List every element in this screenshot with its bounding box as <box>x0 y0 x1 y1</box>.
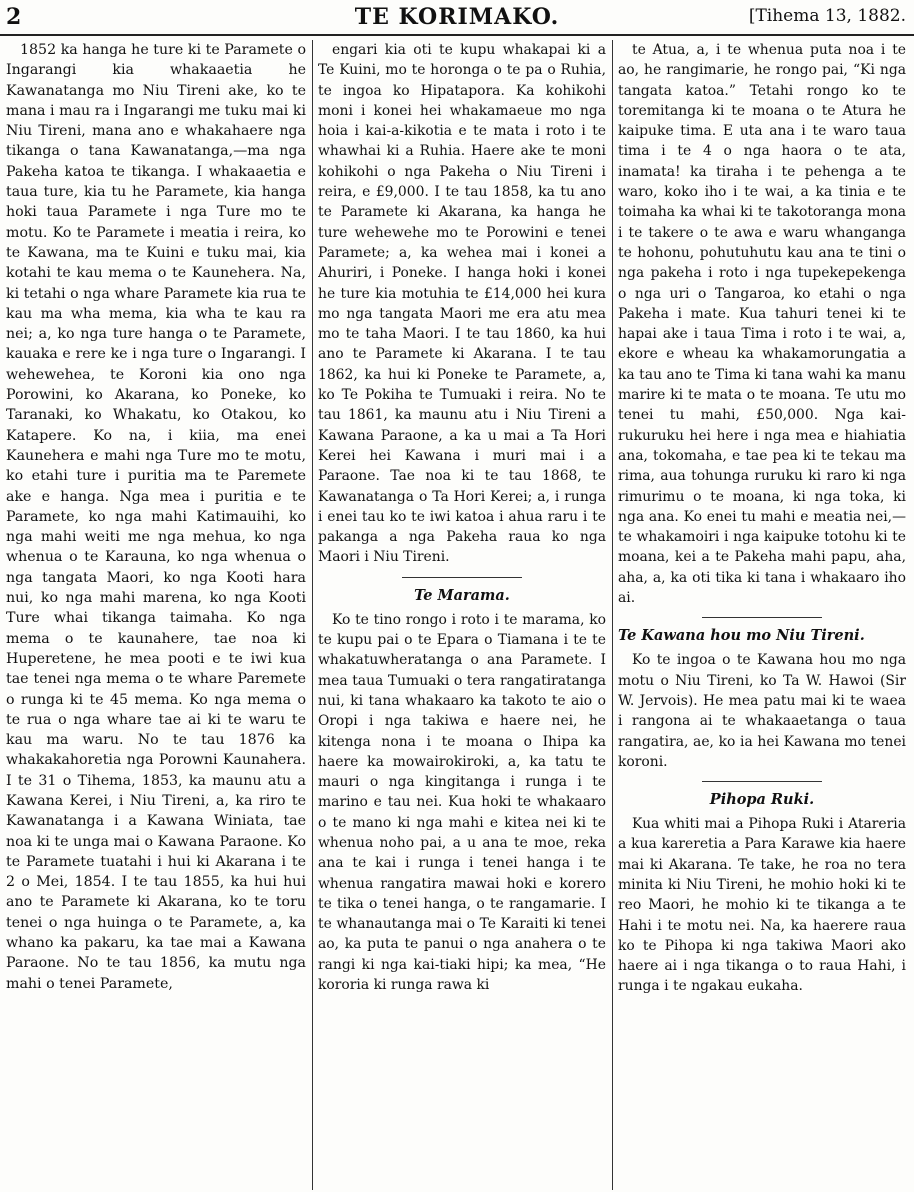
masthead <box>0 0 914 36</box>
article-body-te-marama-continued: te Atua, a, i te whenua puta noa i te ao, he rangimarie, he rongo pai, “Ki nga tangata katoa.” Tetahi rongo ko te toremitanga ki te moana o te Atura he kaipuke tima. E uta ana i te waro taua tima i te 4 o nga haora o te ata, inamata! ka tiraha i te pehenga a te waro, koko iho i te wai, a ka tinia e te toimaha ka whai ki te takotoranga mona i te takere o te awa e waru whanganga te hohonu, pohutuhutu kau ana te tini o nga pakeha i roto i nga tupekepekenga o nga uri o Tangaroa, ko etahi o nga Pakeha i mate. Kua tahuri tenei ki te hapai ake i taua Tima i roto i te wai, a, ekore e wheau ka whakamorungatia a ka tau ano te Tima ki tana wahi ka manu marire ki te mata o te moana. Te utu mo tenei tu mahi, £50,000. Nga kai-rukuruku hei here i nga mea e hiahiatia ana, tokomaha, e tae pea ki te tekau ma rima, aua tohunga ruruku ki raro ki nga rimurimu o te moana, ki nga toka, ki nga ana. Ko enei tu mahi e meatia nei,—te whakamoiri i nga kaipuke totohu ki te moana, kei a te Pakeha mahi papu, aha, aha, a, ka oti tika ki tana i whakaaro iho ai. <box>618 42 906 607</box>
article-body-pihopa-ruki: Kua whiti mai a Pihopa Ruki i Atareria a kua kareretia a Para Karawe kia haere mai ki Akarana. Te take, he roa no tera minita ki Niu Tireni, he mohio hoki ki te reo Maori, he mohio ki te tikanga a te Hahi i te motu nei. Na, ka haerere raua ko te Pihopa ki nga takiwa Maori ako haere ai i nga tikanga o to raua Hahi, i runga i te ngakau eukaha. <box>618 816 906 995</box>
column-2 <box>318 40 606 1192</box>
column-1 <box>6 40 306 1192</box>
newspaper-title: TE KORIMAKO. <box>354 4 560 30</box>
article-body-parliament: 1852 ka hanga he ture ki te Paramete o Ingarangi kia whakaaetia he Kawanatanga mo Niu Tireni ake, ko te mana i mau ra i Ingarangi me tuku mai ki Niu Tireni, mana ano e whakahaere nga tikanga o tana Kawanatanga,—ma nga Pakeha katoa te tikanga. I whakaaetia e taua ture, kia tu he Paramete, kia hanga hoki taua Paramete i nga Ture mo te motu. Ko te Paramete i meatia i reira, ko te Kawana, ma te Kuini e tuku mai, kia kotahi te kau mema o te Kaunehera. Na, ki tetahi o nga whare Paramete kia rua te kau ma wha mema, kia wha te kau ra nei; a, ko nga ture hanga o te Paramete, kauaka e rere ke i nga ture o Ingarangi. I wehewehea, te Koroni kia ono nga Porowini, ko Akarana, ko Poneke, ko Taranaki, ko Whakatu, ko Otakou, ko Katapere. Ko na, i kiia, ma enei Kaunehera e mahi nga Ture mo te motu, ko etahi ture i puritia ma te Paremete ake e hanga. Nga mea i puritia e te Paramete, ko nga mahi Katimauihi, ko nga mahi weiti me nga mehua, ko nga whenua o te Karauna, ko nga whenua o nga tangata Maori, ko nga Kooti hara nui, ko nga mahi marena, ko nga Kooti Ture whai tikanga taimaha. Ko nga mema o te kaunahere, tae noa ki Huperetene, he mea pooti e te iwi kua tae tenei nga mema o te whare Paremete o runga ki te 45 mema. Ko nga mema o te rua o nga whare tae ai ki te waru te kau ma waru. No te tau 1876 ka whakakahoretia nga Porowni Kaunahera. I te 31 o Tihema, 1853, ka maunu atu a Kawana Kerei, i Niu Tireni, a, ka riro te Kawanatanga i a Kawana Winiata, tae noa ki te unga mai o Kawana Paraone. Ko te Paramete tuatahi i hui ki Akarana i te 2 o Mei, 1854. I te tau 1855, ka hui hui ano te Paramete ki Akarana, ko te toru tenei o nga huinga o te Paramete, a, ka whano ka pakaru, ka tae mai a Kawana Paraone. No te tau 1856, ka mutu nga mahi o tenei Paramete, <box>6 42 306 992</box>
page-number: 2 <box>6 4 22 30</box>
heading-te-marama: Te Marama. <box>414 586 510 604</box>
article-body-continued: engari kia oti te kupu whakapai ki a Te Kuini, mo te horonga o te pa o Ruhia, te ingoa ko Hipatapora. Ka kohikohi moni i konei hei whakamaeue mo nga hoia i kai-a-kikotia e te mata i roto i te whawhai ki a Ruhia. Haere ake te moni kohikohi o nga Pakeha o Niu Tireni i reira, e £9,000. I te tau 1858, ka tu ano te Paramete ki Akarana, ka hanga he ture wehewehe mo te Porowini e tenei Paramete; a, ka wehea mai i konei a Ahuriri, i Poneke. I hanga hoki i konei he ture kia motuhia te £14,000 hei kura mo nga tangata Maori me era atu mea mo te taha Maori. I te tau 1860, ka hui ano te Paramete ki Akarana. I te tau 1862, ka hui ki Poneke te Paramete, a, ko Te Pokiha te Tumuaki i reira. No te tau 1861, ka maunu atu i Niu Tireni a Kawana Paraone, a ka u mai a Ta Hori Kerei hei Kawana i muri mai i a Paraone. Tae noa ki te tau 1868, te Kawanatanga o Ta Hori Kerei; a, i runga i enei tau ko te iwi katoa i ahua raru i te pakanga a nga Pakeha raua ko nga Maori i Niu Tireni. <box>318 42 606 566</box>
article-body-te-marama: Ko te tino rongo i roto i te marama, ko te kupu pai o te Epara o Tiamana i te te whakatuwheratanga o ana Paramete. I mea taua Tumuaki o tera rangatiratanga nui, ki tana whakaaro ka takoto te aio o Oropi i nga takiwa e haere nei, he kitenga nona i te moana o Ihipa ka haere ka mowairokiroki, a, ka tatu te mauri o nga kingitanga i runga i te marino e tau nei. Kua hoki te whakaaro o te mano ki nga mahi e kitea nei ki te whenua noho pai, a u ana te moe, reka ana te kai i runga i tenei hanga i te whenua rangatira mawai hoki e korero te tika o tenei hanga, o te rangamarie. I te whanautanga mai o Te Karaiti ki tenei ao, ka puta te panui o nga anahera o te rangi ki nga kai-tiaki hipi; ka mea, “He kororia ki runga rawa ki <box>318 611 606 994</box>
column-3 <box>618 40 906 1192</box>
section-divider <box>702 617 822 618</box>
section-divider <box>402 577 522 578</box>
column-divider-2 <box>612 40 613 1190</box>
column-divider-1 <box>312 40 313 1190</box>
heading-pihopa-ruki: Pihopa Ruki. <box>709 791 815 809</box>
heading-te-kawana-hou: Te Kawana hou mo Niu Tireni. <box>618 627 865 645</box>
issue-date: [Tihema 13, 1882. <box>748 6 906 26</box>
section-divider <box>702 781 822 782</box>
article-body-te-kawana-hou: Ko te ingoa o te Kawana hou mo nga motu o Niu Tireni, ko Ta W. Hawoi (Sir W. Jervois). He mea patu mai ki te waea i rangona ai te whakaaetanga o taua rangatira, ae, ko ia hei Kawana mo tenei koroni. <box>618 652 906 770</box>
